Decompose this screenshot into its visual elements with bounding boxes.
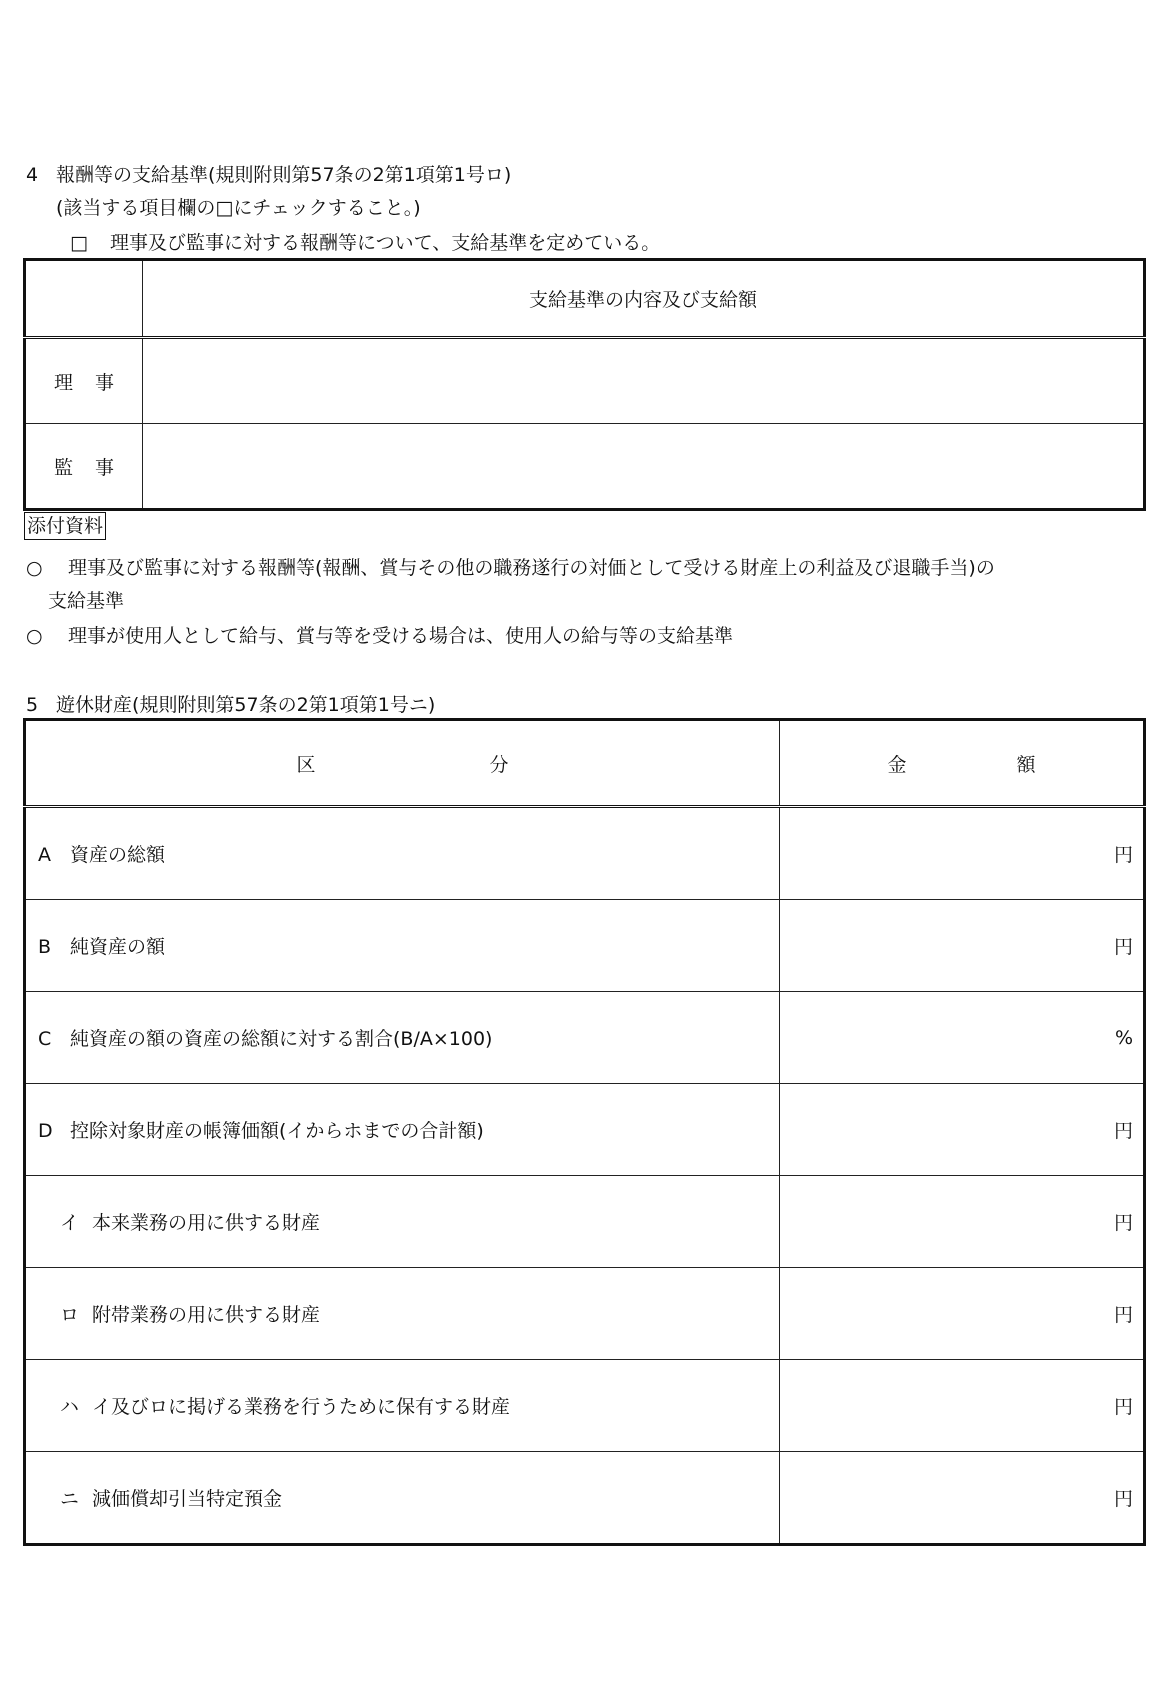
amount-cell[interactable] (780, 1176, 1145, 1268)
row-label-auditor: 監事 (25, 424, 143, 510)
checkbox-icon[interactable]: □ (70, 232, 88, 254)
table-row-label: A 資産の総額 (25, 807, 780, 900)
attachment-item (26, 553, 995, 580)
amount-cell[interactable] (780, 1360, 1145, 1452)
amount-cell[interactable] (780, 900, 1145, 992)
section5-heading (26, 690, 435, 717)
section4-instruction: (該当する項目欄の□にチェックすること。) (56, 197, 421, 219)
amount-cell[interactable] (780, 1084, 1145, 1176)
unit-label: 円 (1113, 1488, 1133, 1510)
amount-cell[interactable] (780, 807, 1145, 900)
table-row-label: イ 本来業務の用に供する財産 (25, 1176, 780, 1268)
section4-checkbox-row (70, 228, 660, 255)
table-row-label: ニ 減価償却引当特定預金 (25, 1452, 780, 1545)
unit-label: 円 (1113, 1120, 1133, 1142)
section5-number: 5 (26, 694, 39, 716)
unit-label: 円 (1113, 844, 1133, 866)
table-row-label: ハ イ及びロに掲げる業務を行うために保有する財産 (25, 1360, 780, 1452)
amount-cell[interactable] (780, 1268, 1145, 1360)
attachment-text: 理事及び監事に対する報酬等(報酬、賞与その他の職務遂行の対価として受ける財産上の利益及び退職手当)の (68, 557, 995, 579)
table-row-label: C 純資産の額の資産の総額に対する割合(B/A×100) (25, 992, 780, 1084)
director-value-cell[interactable] (143, 338, 1145, 424)
table-corner-cell (25, 260, 143, 338)
bullet-icon: ○ (26, 625, 43, 647)
unit-label: 円 (1113, 1304, 1133, 1326)
idle-property-table (23, 718, 1146, 1546)
section4-title: 報酬等の支給基準(規則附則第57条の2第1項第1号ロ) (56, 164, 512, 186)
section5-title: 遊休財産(規則附則第57条の2第1項第1号ニ) (56, 694, 436, 716)
header-category: 区 分 (25, 720, 780, 807)
header-amount: 金 額 (780, 720, 1145, 807)
table-header-cell: 支給基準の内容及び支給額 (143, 260, 1145, 338)
row-label-director: 理事 (25, 338, 143, 424)
section4-heading (26, 160, 511, 187)
attachment-text-continued: 支給基準 (48, 590, 125, 612)
attachment-item (26, 621, 733, 648)
attachments-title: 添付資料 (24, 512, 106, 540)
amount-cell[interactable] (780, 1452, 1145, 1545)
bullet-icon: ○ (26, 557, 43, 579)
table-row-label: D 控除対象財産の帳簿価額(イからホまでの合計額) (25, 1084, 780, 1176)
attachment-text: 理事が使用人として給与、賞与等を受ける場合は、使用人の給与等の支給基準 (68, 625, 734, 647)
unit-label: 円 (1113, 1212, 1133, 1234)
remuneration-standard-table (23, 258, 1146, 511)
unit-label: % (1114, 1026, 1133, 1049)
unit-label: 円 (1113, 1396, 1133, 1418)
section4-number: 4 (26, 164, 39, 186)
table-row-label: ロ 附帯業務の用に供する財産 (25, 1268, 780, 1360)
unit-label: 円 (1113, 936, 1133, 958)
table-row-label: B 純資産の額 (25, 900, 780, 992)
auditor-value-cell[interactable] (143, 424, 1145, 510)
amount-cell[interactable] (780, 992, 1145, 1084)
checkbox-label: 理事及び監事に対する報酬等について、支給基準を定めている。 (110, 232, 661, 254)
